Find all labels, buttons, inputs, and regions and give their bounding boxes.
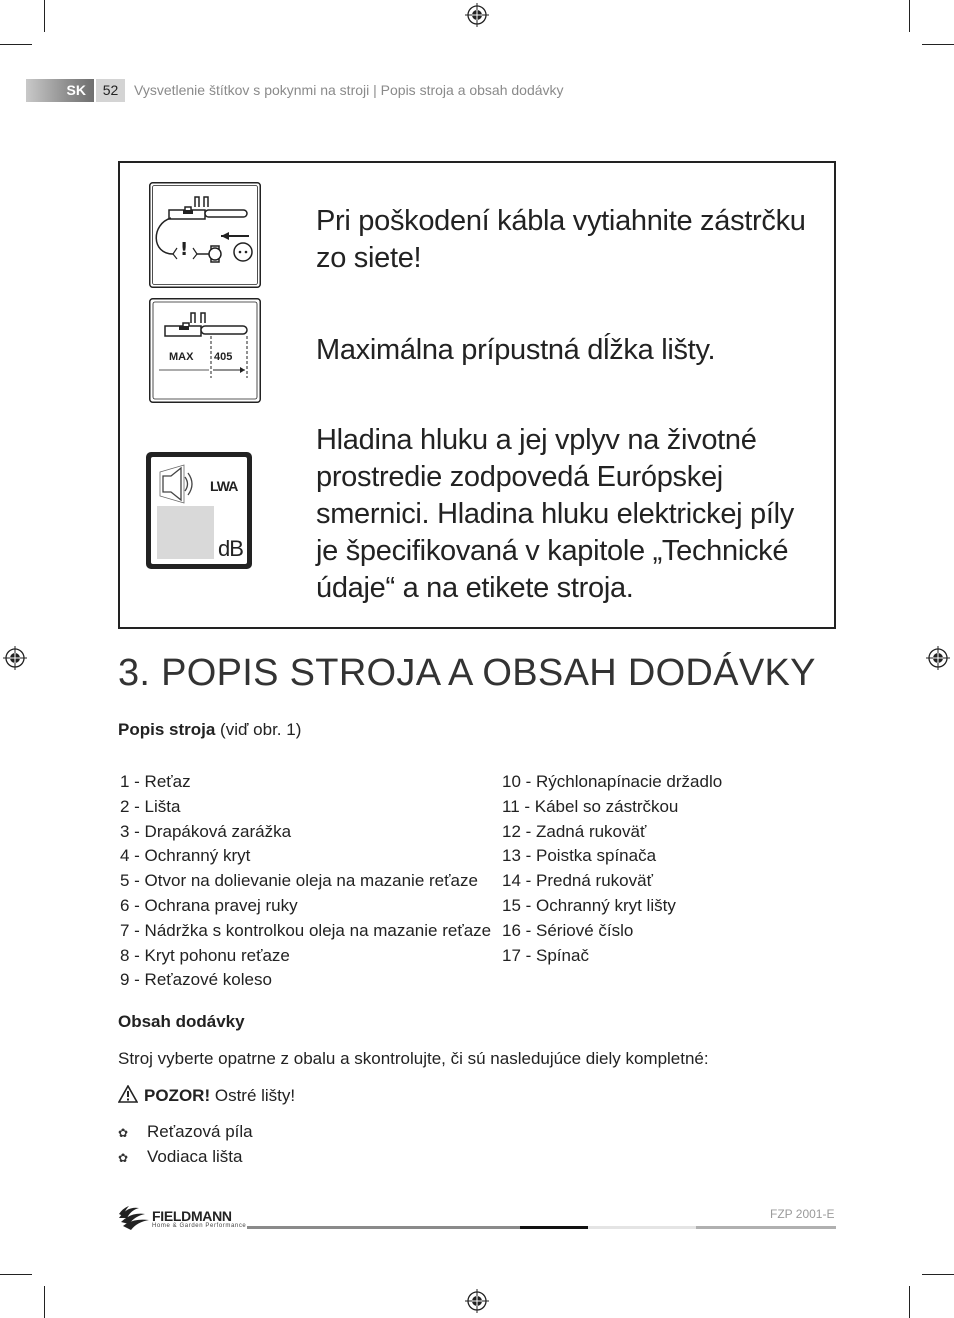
- description-figure-ref: (viď obr. 1): [220, 720, 302, 739]
- list-item: 10 - Rýchlonapínacie držadlo: [502, 772, 723, 791]
- registration-mark-icon: [926, 646, 950, 670]
- fieldmann-logo-icon: [117, 1204, 151, 1232]
- chainsaw-unplug-icon: [149, 182, 261, 288]
- bullet-icon: ✿: [118, 1126, 129, 1140]
- warning-line: [118, 1085, 295, 1106]
- brand-tagline: Home & Garden Performance: [152, 1223, 247, 1229]
- max-value-label: 405: [214, 351, 233, 363]
- list-item-label: Reťazová píla: [147, 1122, 253, 1141]
- footer-rule: [696, 1226, 836, 1229]
- svg-text:!: !: [180, 239, 189, 260]
- list-item: 8 - Kryt pohonu reťaze: [120, 945, 290, 965]
- description-heading: [118, 720, 301, 740]
- delivery-heading-label: Obsah dodávky: [118, 1012, 245, 1031]
- running-header-title: Vysvetlenie štítkov s pokynmi na stroji | Popis stroja a obsah dodávky: [134, 82, 564, 98]
- list-item: 3 - Drapáková zarážka: [120, 821, 292, 841]
- list-item: 6 - Ochrana pravej ruky: [120, 895, 298, 915]
- footer-rule: [520, 1226, 588, 1229]
- list-item: 4 - Ochranný kryt: [120, 846, 251, 866]
- registration-mark-icon: [465, 1289, 489, 1313]
- list-item: [118, 1122, 253, 1142]
- list-item: 11 - Kábel so zástrčkou: [502, 796, 679, 816]
- crop-mark: [909, 0, 910, 32]
- language-badge: SK: [26, 79, 94, 102]
- description-heading-label: Popis stroja: [118, 720, 216, 739]
- crop-mark: [909, 1286, 910, 1318]
- registration-mark-icon: [3, 646, 27, 670]
- crop-mark: [922, 44, 954, 45]
- parts-list-right: [502, 770, 722, 968]
- parts-list-left: [120, 770, 491, 993]
- delivery-heading: [118, 1012, 245, 1032]
- crop-mark: [44, 0, 45, 32]
- list-item: 5 - Otvor na dolievanie oleja na mazanie reťaze: [120, 871, 478, 891]
- warning-triangle-icon: [118, 1085, 138, 1103]
- list-item: 7 - Nádržka s kontrolkou oleja na mazanie reťaze: [120, 920, 492, 940]
- list-item: [118, 1147, 242, 1167]
- list-item: 17 - Spínač: [502, 945, 589, 965]
- crop-mark: [0, 44, 32, 45]
- crop-mark: [922, 1274, 954, 1275]
- list-item: 16 - Sériové číslo: [502, 920, 634, 940]
- symbol-text-unplug: Pri poškodení kábla vytiahnite zástrčku zo siete!: [316, 205, 806, 274]
- list-item: 9 - Reťazové koleso: [120, 970, 272, 990]
- registration-mark-icon: [465, 3, 489, 27]
- lwa-label: LWA: [210, 478, 238, 494]
- delivery-text: Stroj vyberte opatrne z obalu a skontrolujte, či sú nasledujúce diely kompletné:: [118, 1049, 709, 1068]
- warning-text: Ostré lišty!: [214, 1086, 296, 1105]
- list-item: 1 - Reťaz: [120, 772, 191, 791]
- list-item: 12 - Zadná rukoväť: [502, 821, 647, 841]
- max-bar-length-icon: [149, 298, 261, 403]
- list-item: 14 - Predná rukoväť: [502, 871, 653, 891]
- symbol-text-max-length: Maximálna prípustná dĺžka lišty.: [316, 334, 716, 366]
- symbol-text-noise: Hladina hluku a jej vplyv na životné prostredie zodpovedá Európskej smernici. Hladina hluku elektrickej píly je špecifikovaná v kapitole „Technické údaje“ a na etikete stroja.: [316, 424, 794, 604]
- brand-logo-text: FIELDMANN: [152, 1208, 232, 1224]
- list-item: 13 - Poistka spínača: [502, 846, 657, 866]
- noise-level-icon: [146, 452, 252, 569]
- db-label: dB: [218, 536, 243, 561]
- section-title: 3. POPIS STROJA A OBSAH DODÁVKY: [118, 652, 816, 694]
- max-label: MAX: [169, 351, 194, 363]
- warning-label: POZOR!: [144, 1086, 211, 1105]
- list-item: 15 - Ochranný kryt lišty: [502, 895, 676, 915]
- footer-rule: [588, 1226, 696, 1229]
- crop-mark: [44, 1286, 45, 1318]
- page-number: 52: [96, 79, 125, 102]
- footer-rule: [247, 1226, 520, 1229]
- list-item-label: Vodiaca lišta: [147, 1147, 243, 1166]
- crop-mark: [0, 1274, 32, 1275]
- model-number: FZP 2001-E: [770, 1207, 835, 1221]
- list-item: 2 - Lišta: [120, 796, 181, 816]
- bullet-icon: ✿: [118, 1151, 129, 1165]
